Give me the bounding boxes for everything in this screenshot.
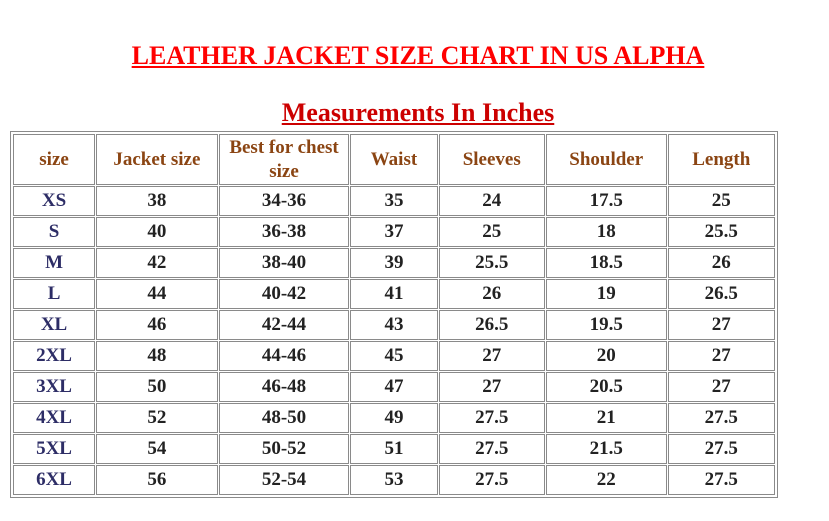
table-cell-size: S: [13, 217, 95, 247]
table-cell-waist: 51: [350, 434, 437, 464]
table-row: [13, 403, 775, 433]
page-subtitle: Measurements In Inches: [281, 98, 555, 127]
table-cell-sleeves: 27.5: [439, 403, 545, 433]
table-cell-jacket-size: 38: [96, 186, 218, 216]
table-cell-waist: 37: [350, 217, 437, 247]
table-cell-size: 2XL: [13, 341, 95, 371]
table-cell-length: 26.5: [668, 279, 775, 309]
table-cell-size: L: [13, 279, 95, 309]
table-row: [13, 465, 775, 495]
column-header-size: size: [13, 134, 95, 185]
table-row: [13, 434, 775, 464]
column-header-shoulder: Shoulder: [546, 134, 667, 185]
table-row: [13, 372, 775, 402]
table-cell-jacket-size: 48: [96, 341, 218, 371]
table-row: [13, 186, 775, 216]
table-cell-sleeves: 27.5: [439, 465, 545, 495]
table-cell-chest-size: 42-44: [219, 310, 350, 340]
table-row: [13, 248, 775, 278]
table-row: [13, 279, 775, 309]
table-cell-shoulder: 19: [546, 279, 667, 309]
table-cell-length: 27.5: [668, 403, 775, 433]
table-cell-jacket-size: 40: [96, 217, 218, 247]
table-cell-length: 27: [668, 372, 775, 402]
table-cell-chest-size: 44-46: [219, 341, 350, 371]
column-header-length: Length: [668, 134, 775, 185]
column-header-chest-size: Best for chest size: [219, 134, 350, 185]
table-cell-shoulder: 18: [546, 217, 667, 247]
table-cell-shoulder: 18.5: [546, 248, 667, 278]
table-cell-size: 4XL: [13, 403, 95, 433]
size-chart-table: [12, 133, 776, 496]
table-cell-shoulder: 19.5: [546, 310, 667, 340]
table-cell-sleeves: 27.5: [439, 434, 545, 464]
table-cell-waist: 43: [350, 310, 437, 340]
table-cell-waist: 49: [350, 403, 437, 433]
table-cell-shoulder: 17.5: [546, 186, 667, 216]
table-cell-jacket-size: 52: [96, 403, 218, 433]
table-cell-chest-size: 48-50: [219, 403, 350, 433]
table-cell-jacket-size: 54: [96, 434, 218, 464]
table-cell-jacket-size: 42: [96, 248, 218, 278]
table-cell-waist: 41: [350, 279, 437, 309]
table-header-row: [13, 134, 775, 185]
table-cell-sleeves: 25.5: [439, 248, 545, 278]
table-cell-size: 3XL: [13, 372, 95, 402]
table-cell-length: 27: [668, 310, 775, 340]
table-cell-chest-size: 50-52: [219, 434, 350, 464]
table-cell-chest-size: 34-36: [219, 186, 350, 216]
table-cell-length: 25: [668, 186, 775, 216]
page-title: LEATHER JACKET SIZE CHART IN US ALPHA: [131, 41, 705, 70]
table-cell-size: 5XL: [13, 434, 95, 464]
table-cell-shoulder: 20.5: [546, 372, 667, 402]
table-cell-size: 6XL: [13, 465, 95, 495]
table-cell-jacket-size: 50: [96, 372, 218, 402]
table-cell-shoulder: 21.5: [546, 434, 667, 464]
table-cell-chest-size: 52-54: [219, 465, 350, 495]
table-cell-sleeves: 24: [439, 186, 545, 216]
table-cell-sleeves: 25: [439, 217, 545, 247]
table-cell-jacket-size: 46: [96, 310, 218, 340]
table-cell-shoulder: 21: [546, 403, 667, 433]
table-cell-length: 27.5: [668, 434, 775, 464]
table-cell-length: 27.5: [668, 465, 775, 495]
table-row: [13, 310, 775, 340]
table-cell-jacket-size: 56: [96, 465, 218, 495]
table-body: [13, 186, 775, 495]
table-cell-waist: 39: [350, 248, 437, 278]
table-cell-length: 25.5: [668, 217, 775, 247]
column-header-waist: Waist: [350, 134, 437, 185]
table-cell-shoulder: 22: [546, 465, 667, 495]
column-header-jacket-size: Jacket size: [96, 134, 218, 185]
table-cell-size: M: [13, 248, 95, 278]
table-cell-sleeves: 26.5: [439, 310, 545, 340]
table-cell-chest-size: 46-48: [219, 372, 350, 402]
table-cell-length: 26: [668, 248, 775, 278]
column-header-sleeves: Sleeves: [439, 134, 545, 185]
table-cell-size: XS: [13, 186, 95, 216]
table-cell-waist: 45: [350, 341, 437, 371]
table-cell-waist: 35: [350, 186, 437, 216]
table-cell-size: XL: [13, 310, 95, 340]
table-row: [13, 217, 775, 247]
size-chart-table-container: [10, 131, 778, 498]
table-cell-sleeves: 27: [439, 372, 545, 402]
table-cell-chest-size: 40-42: [219, 279, 350, 309]
table-cell-sleeves: 26: [439, 279, 545, 309]
table-cell-length: 27: [668, 341, 775, 371]
table-cell-sleeves: 27: [439, 341, 545, 371]
table-cell-chest-size: 36-38: [219, 217, 350, 247]
table-cell-shoulder: 20: [546, 341, 667, 371]
table-cell-jacket-size: 44: [96, 279, 218, 309]
table-row: [13, 341, 775, 371]
table-cell-chest-size: 38-40: [219, 248, 350, 278]
table-cell-waist: 53: [350, 465, 437, 495]
table-cell-waist: 47: [350, 372, 437, 402]
